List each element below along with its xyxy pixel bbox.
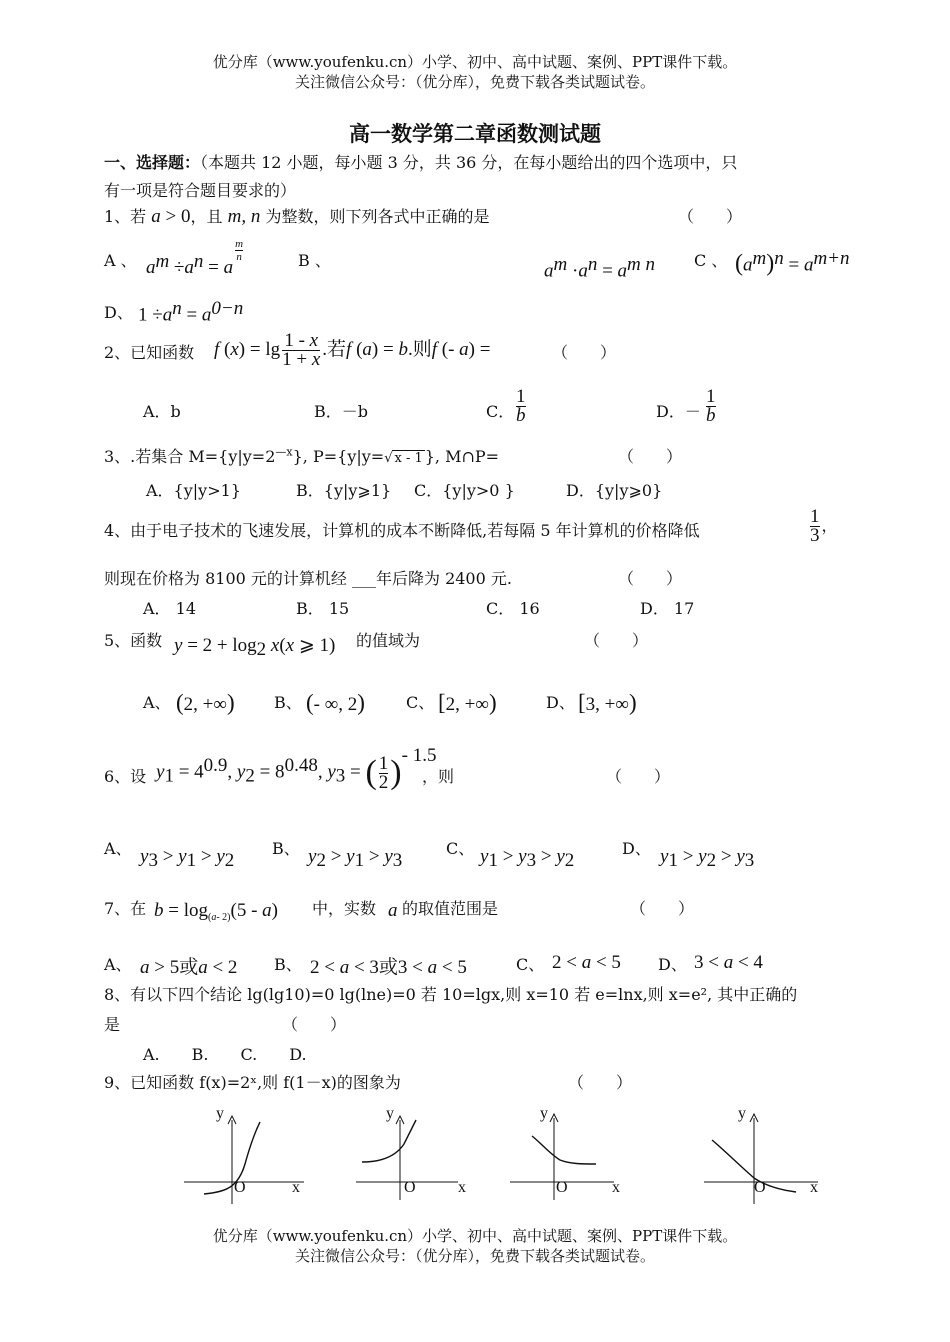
graph-b-y-label: y xyxy=(386,1105,394,1122)
q7-log-math: $b = \log_{(a- 2)}(5 - a)$ xyxy=(154,900,278,924)
q1-option-a-math: $a^m \div a^n = a$ $^{\frac{m}{n}}$ xyxy=(146,238,244,279)
graph-b-origin: O xyxy=(404,1179,416,1196)
q7-paren: （ ） xyxy=(630,899,695,918)
question-4-line-2: 则现在价格为 8100 元的计算机经 ___年后降为 2400 元. xyxy=(104,569,512,588)
q5-option-d-math: [3, +∞) xyxy=(578,690,637,715)
q1-option-c-label: C 、 xyxy=(694,251,728,270)
q5-function-math: $y = 2 + \log_2 x(x$ ⩾ 1) xyxy=(174,635,336,661)
q6-values-math: $y_1 = 4^{0.9}$, $y_2 = 8^{0.48}$, $y_3$ = ( $\frac{1}{2}$ )$^{- 1.5}$ xyxy=(156,745,437,793)
q5-option-a-math: (2, +∞) xyxy=(176,690,235,715)
q8-paren: （ ） xyxy=(282,1015,347,1034)
header-line-1: 优分库（www.youfenku.cn）小学、初中、高中试题、案例、PPT课件下载。 xyxy=(212,53,738,71)
q5-option-d-label: D、 xyxy=(546,693,575,712)
q5-paren: （ ） xyxy=(584,631,649,650)
q5-option-c-math: [2, +∞) xyxy=(438,690,497,715)
q3-paren: （ ） xyxy=(618,447,683,466)
question-2-label: 2、已知函数 xyxy=(104,343,195,362)
q1-option-b-label: B 、 xyxy=(298,251,331,270)
q6-text-a: 6、设 xyxy=(104,767,147,786)
q3-option-d: D．{y|y⩾0} xyxy=(566,481,663,500)
q6-option-b-math: $y_2 > y_1 > y_3$ xyxy=(308,846,403,872)
q4-option-d: D． 17 xyxy=(640,599,695,618)
q2-option-c-math: $\frac{1}{b}$ xyxy=(516,386,526,426)
q7-a-math: a xyxy=(388,900,398,921)
q5-option-b-math: (- ∞, 2) xyxy=(306,690,365,715)
q6-option-a-math: $y_3 > y_1 > y_2$ xyxy=(140,846,235,872)
q7-option-b-math: 2 < a < 3或3 < a < 5 xyxy=(310,957,467,978)
q6-paren: （ ） xyxy=(606,767,671,786)
q1-option-c-math: $(a^m)^n = a^{m+n}$ xyxy=(735,248,850,277)
graph-a-x-label: x xyxy=(292,1179,300,1196)
q7-text-c: 的取值范围是 xyxy=(402,899,499,918)
q3-text-c: }, M∩P= xyxy=(424,447,500,466)
q2-paren: （ ） xyxy=(552,343,617,362)
question-8-line-1: 8、有以下四个结论 lg(lg10)=0 lg(lne)=0 若 10=lgx,则 x=10 若 e=lnx,则 x=e², 其中正确的 xyxy=(104,985,798,1004)
q7-option-b-label: B、 xyxy=(274,955,302,974)
graph-b-x-label: x xyxy=(458,1179,466,1196)
question-1: 1、若 a > 0，且 m, n 为整数，则下列各式中正确的是 xyxy=(104,206,490,227)
q1-paren: （ ） xyxy=(678,207,743,226)
graph-d-origin: O xyxy=(754,1179,766,1196)
q3-option-a: A．{y|y>1} xyxy=(146,481,241,500)
question-4-line-1: 4、由于电子技术的飞速发展，计算机的成本不断降低,若每隔 5 年计算机的价格降低 xyxy=(104,521,700,540)
section-desc-1: （本题共 12 小题，每小题 3 分，共 36 分，在每小题给出的四个选项中，只 xyxy=(200,153,738,172)
q7-text-b: 中，实数 xyxy=(312,899,377,918)
q6-text-b: ，则 xyxy=(422,767,455,786)
page-title: 高一数学第二章函数测试题 xyxy=(349,122,601,146)
header-line-2: 关注微信公众号：（优分库），免费下载各类试题试卷。 xyxy=(294,73,655,91)
q2-option-c-label: C． xyxy=(486,402,515,421)
q7-option-a-label: A、 xyxy=(104,955,132,974)
footer-line-1: 优分库（www.youfenku.cn）小学、初中、高中试题、案例、PPT课件下载。 xyxy=(212,1227,738,1245)
q2-option-d-math: $\frac{1}{b}$ xyxy=(706,386,716,426)
q3-text-b: }, P={y|y= xyxy=(292,447,385,466)
q6-option-a-label: A、 xyxy=(104,839,132,858)
q4-option-c: C． 16 xyxy=(486,599,540,618)
q9-graphs xyxy=(150,1100,850,1210)
q4-option-a: A． 14 xyxy=(143,599,197,618)
q7-option-c-label: C、 xyxy=(516,955,545,974)
graph-c-curve xyxy=(532,1136,596,1164)
q2-option-a: A．b xyxy=(143,402,181,421)
graph-c-x-label: x xyxy=(612,1179,620,1196)
q6-option-d-label: D、 xyxy=(622,839,651,858)
q5-text-a: 5、函数 xyxy=(104,631,163,650)
question-8-line-2: 是 xyxy=(104,1015,121,1034)
q1-option-d-label: D、 xyxy=(104,303,133,322)
graph-a-y-label: y xyxy=(216,1105,224,1122)
q3-text-a: 3、.若集合 M={y|y=2 xyxy=(104,447,276,466)
q4-option-b: B． 15 xyxy=(296,599,350,618)
q1-mn-math: m, n xyxy=(227,206,261,227)
q6-option-c-math: $y_1 > y_3 > y_2$ xyxy=(480,846,575,872)
q2-option-b: B．－b xyxy=(314,402,369,421)
q5-text-b: 的值域为 xyxy=(356,631,421,650)
q2-function-math: f (x) = lg $\frac{1 - x}{1 + x}$ .若f (a) = b.则f (- a) = xyxy=(214,330,491,370)
q9-paren: （ ） xyxy=(568,1073,633,1092)
q6-option-c-label: C、 xyxy=(446,839,475,858)
graph-b-curve xyxy=(362,1120,416,1162)
graph-d-y-label: y xyxy=(738,1105,746,1122)
q5-option-a-label: A、 xyxy=(143,693,171,712)
section-heading xyxy=(104,150,737,173)
q1-option-b-math: $a^m \cdot a^n = a^{m n}$ xyxy=(544,254,656,282)
q9-graph-b xyxy=(356,1105,466,1200)
q1-text-b: ，且 xyxy=(190,207,223,226)
q1-text-c: 为整数，则下列各式中正确的是 xyxy=(265,207,490,226)
question-9: 9、已知函数 f(x)=2ˣ,则 f(1－x)的图象为 xyxy=(104,1073,401,1092)
q1-text-a: 1、若 xyxy=(104,207,147,226)
graph-d-x-label: x xyxy=(810,1179,818,1196)
graph-a-origin: O xyxy=(234,1179,246,1196)
q7-text-a: 7、在 xyxy=(104,899,147,918)
graph-c-origin: O xyxy=(556,1179,568,1196)
q4-paren: （ ） xyxy=(618,569,683,588)
q9-graph-c xyxy=(510,1105,620,1200)
q2-option-d-label: D．－ xyxy=(656,402,701,421)
q9-graph-d xyxy=(704,1105,818,1204)
section-label: 一、选择题： xyxy=(104,153,201,172)
q7-option-d-label: D、 xyxy=(658,955,687,974)
q3-option-c: C．{y|y>0 } xyxy=(414,481,515,500)
q8-options: A. B. C. D. xyxy=(143,1045,307,1064)
q1-condition-math: a xyxy=(151,206,161,227)
q9-graph-a xyxy=(184,1105,304,1204)
q1-option-d-math: $1 \div a^n = a^{0-n}$ xyxy=(138,298,244,326)
q5-option-b-label: B、 xyxy=(274,693,302,712)
graph-c-y-label: y xyxy=(540,1105,548,1122)
footer-line-2: 关注微信公众号：（优分库），免费下载各类试题试卷。 xyxy=(294,1247,655,1265)
q7-option-c-math: 2 < a < 5 xyxy=(552,952,621,973)
question-3: 3、.若集合 $M=\{y|y=2^{—x}\}$, P={y|y=√ x - 1 }, M∩P= xyxy=(104,445,500,466)
q3-sqrt-math: √ x - 1 xyxy=(384,451,423,466)
q7-option-a-math: a > 5或a < 2 xyxy=(140,957,238,978)
q7-option-d-math: 3 < a < 4 xyxy=(694,952,763,973)
q6-option-b-label: B、 xyxy=(272,839,300,858)
section-desc-2: 有一项是符合题目要求的） xyxy=(104,181,297,200)
q3-option-b: B．{y|y⩾1} xyxy=(296,481,392,500)
q5-option-c-label: C、 xyxy=(406,693,435,712)
q1-option-a-label: A 、 xyxy=(104,251,137,270)
q4-fraction-math: $\frac{1}{3}$ ， xyxy=(810,506,838,546)
q6-option-d-math: $y_1 > y_2 > y_3$ xyxy=(660,846,755,872)
